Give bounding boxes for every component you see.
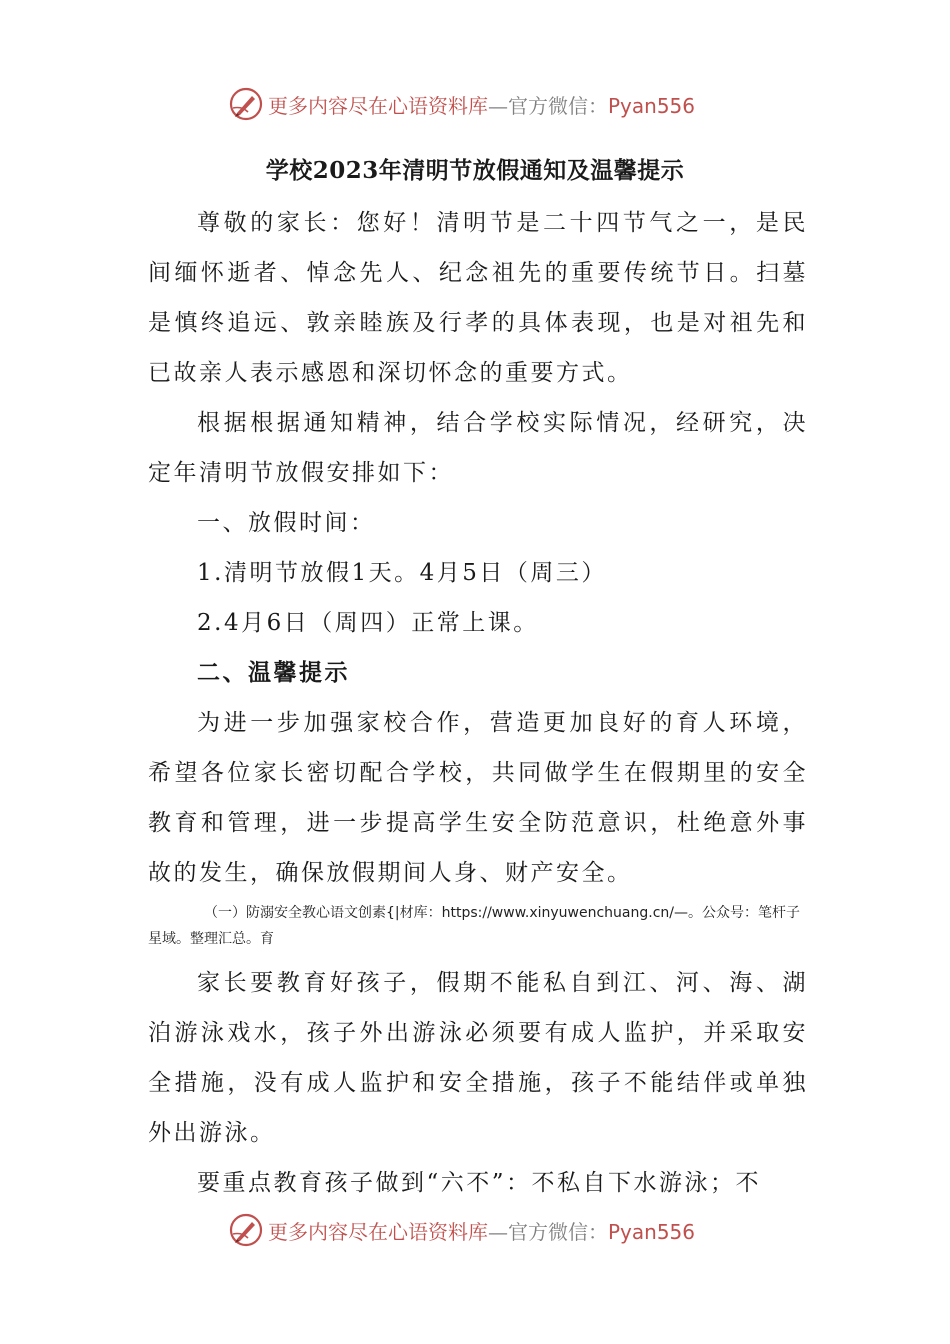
section-two-heading: 二、温馨提示 [197,659,350,686]
watermark-text: 更多内容尽在心语资料库—官方微信：Pyan556 [268,93,696,118]
six-nos-paragraph: 要重点教育孩子做到“六不”：不私自下水游泳；不 [197,1170,762,1196]
watermark-text: 更多内容尽在心语资料库—官方微信：Pyan556 [268,1219,696,1244]
cooperation-paragraph: 为进一步加强家校合作，营造更加良好的育人环境，希望各位家长密切配合学校，共同做学生在假期里的安全教育和管理，进一步提高学生安全防范意识，杜绝意外事故的发生，确保放假期间人身、财产安全。 [148,710,808,886]
holiday-item-1: 1.清明节放假1天。4月5日（周三） [197,560,607,586]
pen-logo-icon [228,86,264,122]
pen-logo-icon [228,1212,264,1248]
watermark-banner-top [228,84,695,124]
holiday-item-2: 2.4月6日（周四）正常上课。 [197,610,539,636]
document-body [148,198,808,1208]
drowning-safety-subheading: （一）防溺安全教心语文创素{|材库：https://www.xinyuwenchuang.cn/—。公众号：笔杆子星域。整理汇总。育 [148,905,800,947]
section-one-heading: 一、放假时间： [197,510,376,536]
decision-paragraph: 根据根据通知精神，结合学校实际情况，经研究，决定年清明节放假安排如下： [148,410,808,486]
intro-paragraph: 尊敬的家长：您好！清明节是二十四节气之一，是民间缅怀逝者、悼念先人、纪念祖先的重要传统节日。扫墓是慎终追远、敦亲睦族及行孝的具体表现，也是对祖先和已故亲人表示感恩和深切怀念的重要方式。 [148,210,808,386]
watermark-banner-bottom [228,1210,695,1250]
swimming-paragraph: 家长要教育好孩子，假期不能私自到江、河、海、湖泊游泳戏水，孩子外出游泳必须要有成人监护，并采取安全措施，没有成人监护和安全措施，孩子不能结伴或单独外出游泳。 [148,970,808,1146]
document-title: 学校2023年清明节放假通知及温馨提示 [265,157,685,184]
